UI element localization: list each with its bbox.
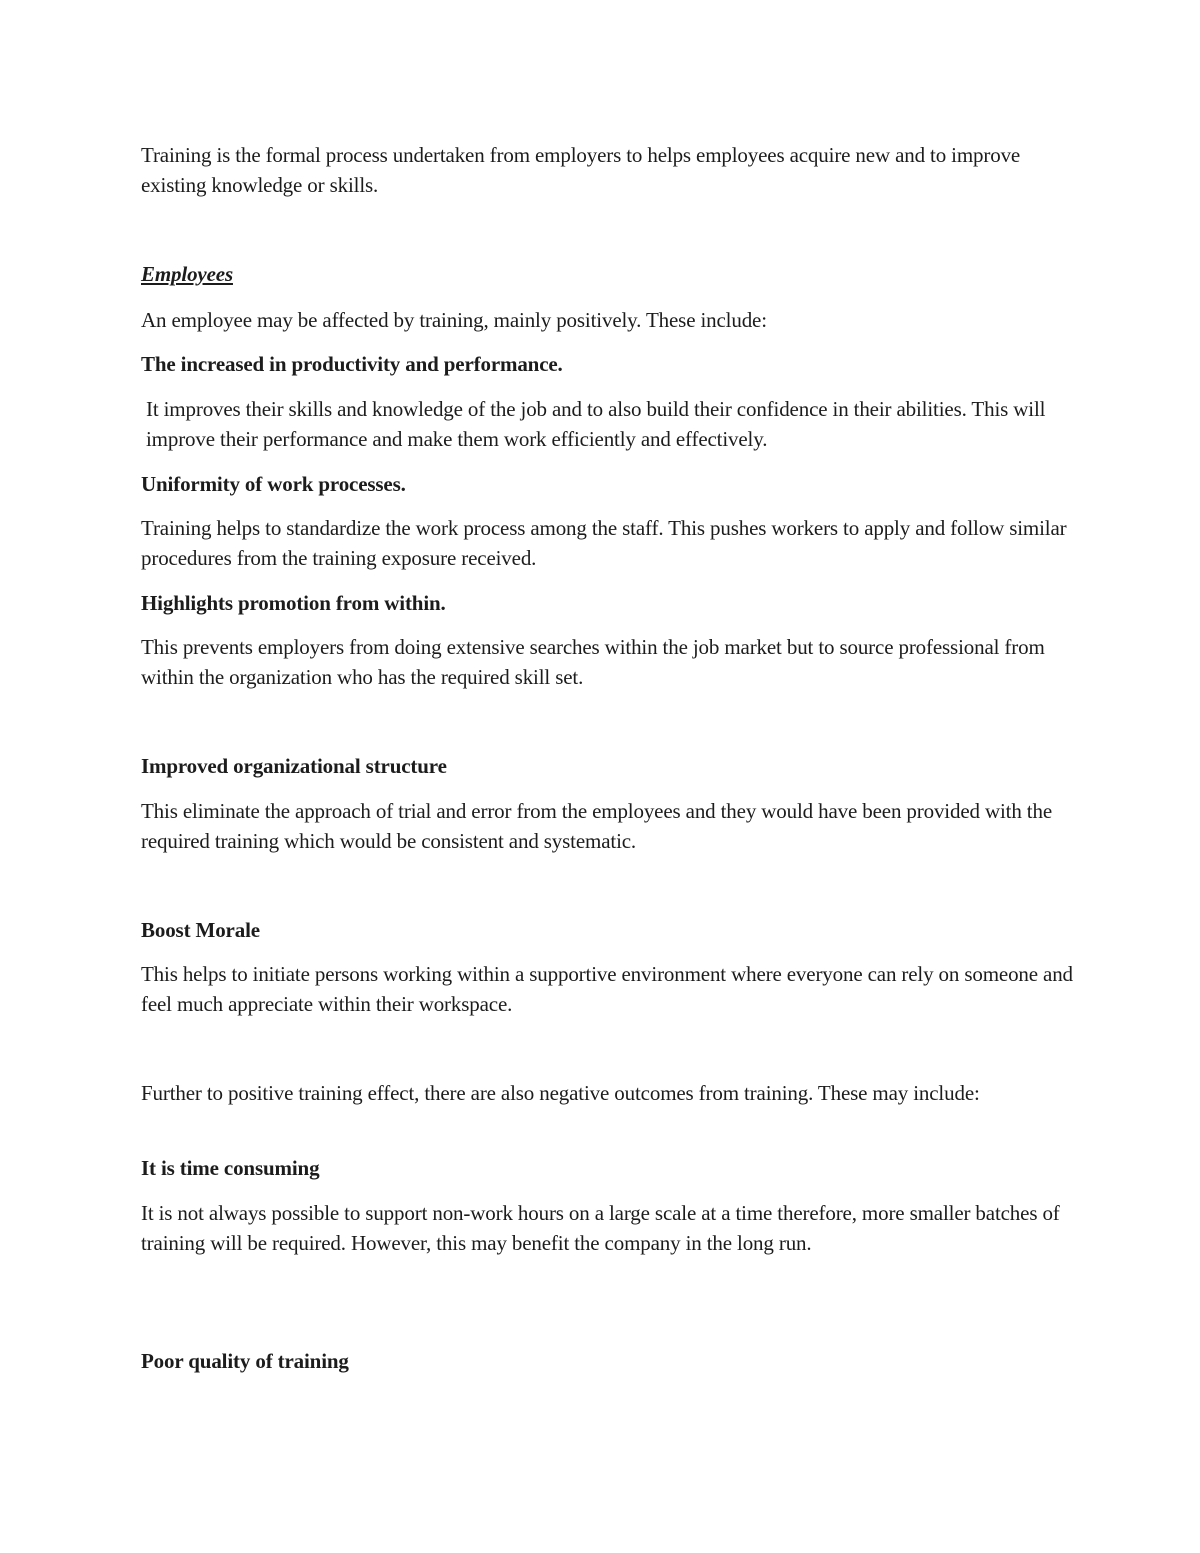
body-uniformity: Training helps to standardize the work process among the staff. This pushes workers to apply and follow similar procedures from the training exposure received. — [141, 516, 1067, 570]
section-intro-paragraph: An employee may be affected by training, mainly positively. These include: — [141, 308, 767, 332]
intro-paragraph: Training is the formal process undertaken from employers to helps employees acquire new and to improve existing knowledge or skills. — [141, 143, 1021, 197]
heading-productivity: The increased in productivity and performance. — [141, 352, 563, 376]
heading-uniformity: Uniformity of work processes. — [141, 472, 406, 496]
heading-structure: Improved organizational structure — [141, 754, 447, 778]
body-structure: This eliminate the approach of trial and error from the employees and they would have been provided with the required training which would be consistent and systematic. — [141, 799, 1052, 853]
section-title-employees: Employees — [141, 262, 233, 286]
heading-promotion: Highlights promotion from within. — [141, 591, 446, 615]
body-productivity: It improves their skills and knowledge of the job and to also build their confidence in their abilities. This will improve their performance and make them work efficiently and effectively. — [146, 397, 1046, 451]
heading-morale: Boost Morale — [141, 918, 260, 942]
body-promotion: This prevents employers from doing extensive searches within the job market but to source professional from within the organization who has the required skill set. — [141, 635, 1045, 689]
heading-time-consuming: It is time consuming — [141, 1156, 320, 1180]
body-morale: This helps to initiate persons working within a supportive environment where everyone can rely on someone and feel much appreciate within their workspace. — [141, 962, 1073, 1016]
body-time-consuming: It is not always possible to support non-work hours on a large scale at a time therefore, more smaller batches of training will be required. However, this may benefit the company in the long run. — [141, 1201, 1060, 1255]
negative-intro-paragraph: Further to positive training effect, there are also negative outcomes from training. These may include: — [141, 1081, 980, 1105]
heading-poor-quality: Poor quality of training — [141, 1349, 349, 1373]
